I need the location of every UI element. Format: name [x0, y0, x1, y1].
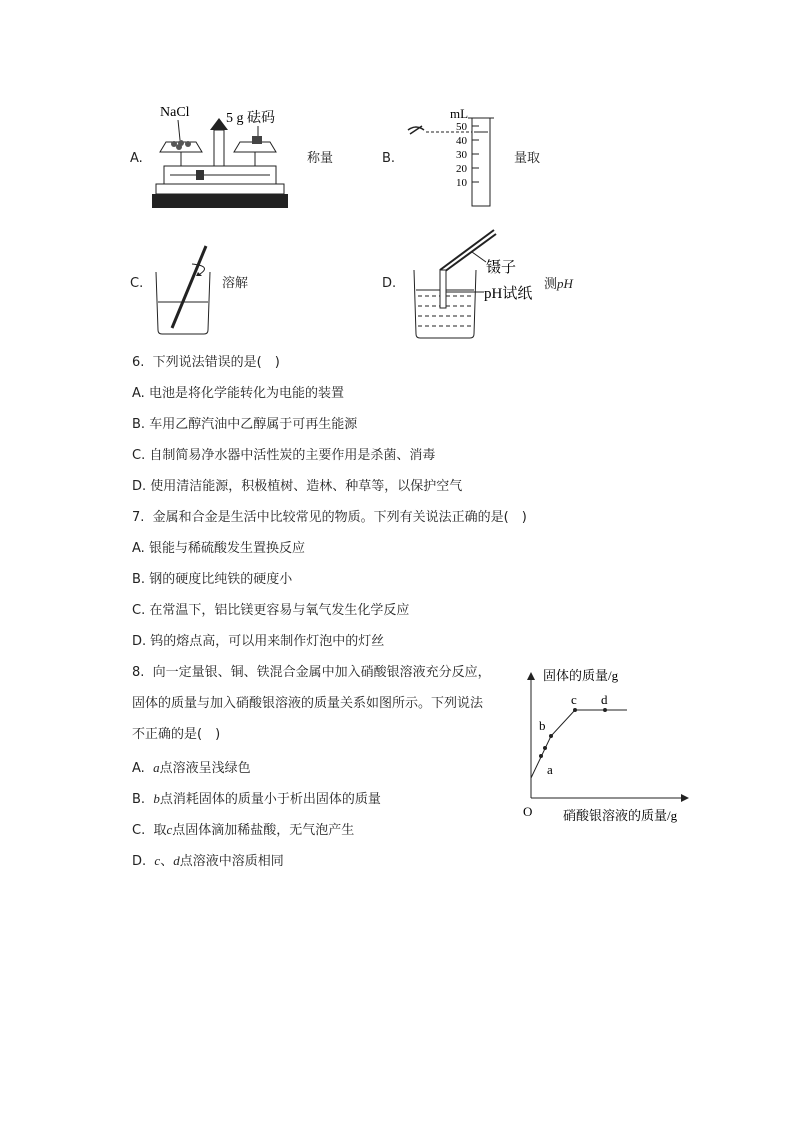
ph-test-figure: [410, 226, 542, 340]
dissolve-beaker-figure: [152, 242, 220, 336]
label-a: a: [547, 762, 553, 777]
q6-option-c[interactable]: C. 自制简易净水器中活性炭的主要作用是杀菌、消毒: [132, 448, 436, 463]
ph-paper-label: pH试纸: [484, 286, 533, 302]
q6-option-d[interactable]: D. 使用清洁能源，积极植树、造林、种草等，以保护空气: [132, 479, 463, 494]
q7-option-d[interactable]: D. 钨的熔点高，可以用来制作灯泡中的灯丝: [132, 634, 385, 649]
tick-10: 10: [456, 177, 467, 189]
point-c: [573, 708, 577, 712]
option-b-caption: 量取: [514, 151, 541, 166]
y-axis-label: 固体的质量/g: [543, 668, 619, 683]
q8-option-a[interactable]: A. a点溶液呈浅绿色: [132, 760, 251, 776]
option-b-letter: B.: [382, 151, 396, 166]
q8-stem-line-1: 8. 向一定量银、铜、铁混合金属中加入硝酸银溶液充分反应，: [132, 665, 491, 680]
option-c-caption: 溶解: [222, 276, 249, 291]
q6-stem: 6. 下列说法错误的是( ): [132, 355, 280, 370]
balance-figure: [150, 100, 290, 212]
option-a-caption: 称量: [307, 151, 334, 166]
label-d: d: [601, 692, 608, 707]
ml-unit-label: mL: [450, 106, 469, 121]
q7-option-c[interactable]: C. 在常温下，铝比镁更容易与氧气发生化学反应: [132, 603, 410, 618]
q8-option-b[interactable]: B. b点消耗固体的质量小于析出固体的质量: [132, 791, 381, 807]
graduated-cylinder-figure: [402, 104, 502, 212]
tweezers-label: 镊子: [486, 260, 517, 276]
label-b: b: [539, 718, 546, 733]
tick-30: 30: [456, 149, 467, 161]
x-axis-label: 硝酸银溶液的质量/g: [563, 808, 678, 823]
option-d-letter: D.: [382, 276, 397, 291]
tick-50: 50: [456, 121, 467, 133]
point-a2: [543, 746, 547, 750]
nacl-label: NaCl: [160, 105, 190, 120]
q8-stem-line-3: 不正确的是( ): [132, 727, 221, 742]
q7-stem: 7. 金属和合金是生活中比较常见的物质。下列有关说法正确的是( ): [132, 510, 527, 525]
point-d: [603, 708, 607, 712]
weight-label: 5 g 砝码: [226, 111, 275, 126]
q6-option-a[interactable]: A. 电池是将化学能转化为电能的装置: [132, 386, 344, 401]
option-d-caption: 测pH: [544, 276, 573, 292]
q8-option-d[interactable]: D. c、d点溶液中溶质相同: [132, 853, 284, 869]
q7-option-b[interactable]: B. 钢的硬度比纯铁的硬度小: [132, 572, 293, 587]
option-a-letter: A.: [130, 151, 143, 166]
tick-40: 40: [456, 135, 467, 147]
q8-stem-line-2: 固体的质量与加入硝酸银溶液的质量关系如图所示。下列说法: [132, 696, 484, 711]
option-c-letter: C.: [130, 276, 144, 291]
point-a: [539, 754, 543, 758]
tick-20: 20: [456, 163, 467, 175]
origin-label: O: [523, 804, 533, 819]
q8-option-c[interactable]: C. 取c点固体滴加稀盐酸，无气泡产生: [132, 822, 355, 838]
q7-option-a[interactable]: A. 银能与稀硫酸发生置换反应: [132, 541, 305, 556]
point-b: [549, 734, 553, 738]
mass-graph: [515, 664, 701, 830]
label-c: c: [571, 692, 577, 707]
q6-option-b[interactable]: B. 车用乙醇汽油中乙醇属于可再生能源: [132, 417, 358, 432]
